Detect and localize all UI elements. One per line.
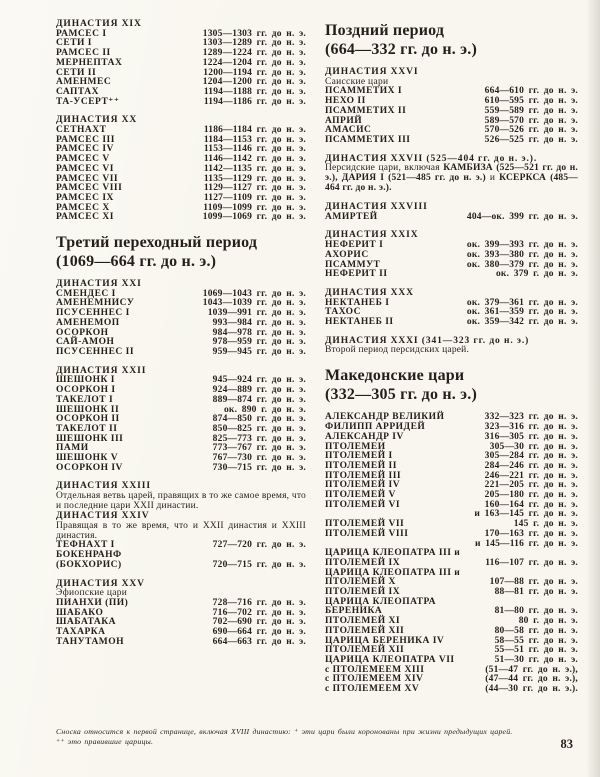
section-heading — [56, 234, 306, 271]
ruler-name: НЕФЕРИТ II — [325, 269, 388, 280]
left-column — [56, 20, 306, 695]
reign-dates: 305—284 гг. до н. э. — [484, 451, 578, 462]
ruler-name: ТАНУТАМОН — [56, 636, 125, 647]
reign-dates: 1200—1194 гг. до н. э. — [203, 67, 306, 78]
reign-dates: ок. 379 г. до н. э. — [495, 269, 578, 280]
ruler-name: ПТОЛЕМЕЙ XII — [325, 645, 405, 656]
dynasty-title: ДИНАСТИЯ XX — [56, 115, 138, 126]
section-heading-line: Поздний период — [325, 22, 445, 39]
note-segment: Правящая в то же время, что и XXII династия и XXIII династия. — [56, 520, 306, 541]
note-segment: КАМБИЗА (525—521 гг. до н. э.), ДАРИЯ I (521—485 гг. до н. э.) — [325, 163, 578, 184]
footnote-line-1: Сноска относится к первой странице, включая XVIII династию: ⁺ эти цари были коронованы при жизни предыдущих царей. — [56, 727, 513, 736]
ruler-name: ПТОЛЕМЕЙ X — [325, 577, 396, 588]
dynasty-title: ДИНАСТИЯ XXVIII — [325, 202, 428, 213]
ruler-name: РАМСЕС IX — [56, 192, 114, 203]
reign-dates: 1039—991 гг. до н. э. — [207, 308, 306, 319]
reign-dates: 323—316 гг. до н. э. — [484, 422, 578, 433]
reign-dates: 773—767 гг. до н. э. — [212, 443, 306, 454]
reign-dates: 332—323 гг. до н. э. — [484, 412, 578, 423]
reign-dates: 1153—1146 гг. до н. э. — [203, 144, 306, 155]
ruler-name: ПТОЛЕМЕИ — [325, 441, 386, 452]
reign-dates: и 163—145 гг. до н. э. — [474, 509, 578, 520]
ruler-name: ЦАРИЦА КЛЕОПАТРА III и — [325, 548, 461, 559]
reign-dates: 716—702 гг. до н. э. — [212, 607, 306, 618]
reign-dates: 1069—1043 гг. до н. э. — [202, 288, 306, 299]
ruler-name: РАМСЕС X — [56, 202, 110, 213]
entry-row — [56, 464, 306, 474]
ruler-name: ПАМИ — [56, 443, 89, 454]
reign-dates: ок. 359—342 гг. до н. э. — [466, 317, 578, 328]
ruler-name: ПСАММЕТИХ III — [325, 134, 411, 145]
ruler-name: ПТОЛЕМЕЙ IX — [325, 557, 401, 568]
reign-dates: 1142—1135 гг. до н. э. — [203, 163, 306, 174]
entry-row — [325, 270, 578, 280]
ruler-name: РАМСЕС IV — [56, 144, 114, 155]
ruler-name: НЕКТАНЕБ I — [325, 297, 390, 308]
ruler-name: ПТОЛЕМЕЙ VII — [325, 519, 405, 530]
ruler-name: ЦАРИЦА КЛЕОПАТРА III и — [325, 567, 461, 578]
dynasty-title: ДИНАСТИЯ XXVI — [325, 67, 419, 77]
ruler-name: РАМСЕС XI — [56, 212, 114, 223]
reign-dates: 589—570 гг. до н. э. — [484, 115, 578, 126]
ruler-name: СЕТИ I — [56, 38, 92, 49]
ruler-name: НЕКТАНЕБ II — [325, 317, 394, 328]
dynasty-block — [325, 155, 578, 194]
section-heading-line: (664—332 гг. до н. э.) — [325, 40, 478, 58]
entry-row — [325, 136, 578, 146]
ruler-name: СЕТИ II — [56, 67, 97, 78]
ruler-name: АЛЕКСАНДР IV — [325, 431, 404, 442]
ruler-name: ТА-УСЕРТ⁺⁺ — [56, 96, 120, 107]
reign-dates: (44—30 гг. до н. э.). — [485, 684, 578, 695]
entry-row — [56, 348, 306, 358]
ruler-name: ФИЛИПП АРРИДЕЙ — [325, 422, 426, 433]
entry-row — [325, 685, 578, 695]
reign-dates: 284—246 гг. до н. э. — [484, 460, 578, 471]
reign-dates: ок. 361—359 гг. до н. э. — [466, 307, 578, 318]
note-segment: Персидские цари, включая — [325, 163, 444, 174]
ruler-name: ОСОРКОН II — [56, 414, 120, 425]
section-heading-line: Третий переходный период — [56, 234, 258, 252]
reign-dates: 959—945 гг. до н. э. — [212, 346, 306, 357]
dynasty-title: ДИНАСТИЯ XXII — [56, 365, 147, 376]
reign-dates: 978—959 гг. до н. э. — [212, 337, 306, 348]
dynasty-title: ДИНАСТИЯ XXVII (525—404 гг. до н. э.). — [325, 153, 538, 164]
dynasty-subtitle: Саисские цари — [325, 76, 389, 87]
ruler-name: ПТОЛЕМЕЙ VI — [325, 499, 401, 510]
ruler-name: АМИРТЕЙ — [325, 211, 378, 222]
reign-dates: 664—610 гг. до н. э. — [484, 86, 578, 97]
ruler-name: РАМСЕС III — [56, 134, 115, 145]
footnote — [56, 727, 555, 746]
reign-dates: 664—663 гг. до н. э. — [212, 636, 306, 647]
dynasty-block — [56, 580, 306, 648]
ruler-name: ТАКЕЛОТ I — [56, 394, 114, 405]
reign-dates: 874—850 гг. до н. э. — [212, 414, 306, 425]
ruler-name: ПТОЛЕМЕЙ VIII — [325, 528, 409, 539]
reign-dates: 730—715 гг. до н. э. — [212, 462, 306, 473]
reign-dates: 145 г. до н. э. — [513, 519, 578, 530]
reign-dates: и 145—116 гг. до н. э. — [474, 538, 578, 549]
ruler-name: РАМСЕС VII — [56, 173, 119, 184]
section-heading — [325, 367, 578, 404]
reign-dates: 246—221 гг. до н. э. — [484, 470, 578, 481]
reign-dates: 88—81 гг. до н. э. — [494, 587, 578, 598]
reign-dates: 825—773 гг. до н. э. — [212, 433, 306, 444]
dynasty-block — [56, 367, 306, 474]
ruler-name: НЕХО II — [325, 96, 366, 107]
ruler-name: ТЕФНАХТ I — [56, 540, 115, 551]
ruler-name: АМЕНЕМОП — [56, 317, 120, 328]
reign-dates: 305—30 гг. до н. э. — [489, 441, 578, 452]
page-number: 83 — [560, 737, 573, 751]
dynasty-block — [325, 231, 578, 280]
reign-dates: 58—55 гг. до н. э. — [494, 635, 578, 646]
reign-dates: ок. 380—379 гг. до н. э. — [466, 259, 578, 270]
ruler-name: БОКЕНРАНФ — [56, 550, 122, 561]
dynasty-title: ДИНАСТИЯ XXI — [56, 279, 142, 290]
dynasty-note — [56, 522, 306, 542]
reign-dates: 170—163 гг. до н. э. — [484, 528, 578, 539]
ruler-name: ОСОРКОН IV — [56, 462, 123, 473]
dynasty-block — [56, 482, 306, 512]
ruler-name: ЦАРИЦА КЛЕОПАТРА — [325, 596, 436, 607]
ruler-name: ОСОРКОН — [56, 327, 109, 338]
reign-dates: 993—984 гг. до н. э. — [212, 317, 306, 328]
reign-dates: 80—58 гг. до н. э. — [494, 625, 578, 636]
ruler-name: ПСУСЕННЕС I — [56, 308, 130, 319]
reign-dates: 720—715 гг. до н. э. — [212, 559, 306, 570]
reign-dates: 850—825 гг. до н. э. — [212, 423, 306, 434]
reign-dates: 81—80 гг. до н. э. — [494, 606, 578, 617]
ruler-name: ПСАММУТ — [325, 259, 381, 270]
note-segment: Отдельная ветвь царей, правящих в то же самое время, что и последние цари XXII династии. — [56, 491, 306, 512]
reign-dates: 1289—1224 гг. до н. э. — [202, 48, 306, 59]
ruler-name: ПТОЛЕМЕЙ I — [325, 451, 393, 462]
reign-dates: 1194—1188 гг. до н. э. — [203, 86, 306, 97]
ruler-name: с ПТОЛЕМЕЕМ XV — [325, 684, 420, 695]
ruler-name: САЙ-АМОН — [56, 337, 115, 348]
reign-dates: 945—924 гг. до н. э. — [212, 375, 306, 386]
reign-dates: ок. 890 г. до н. э. — [223, 404, 306, 415]
ruler-name: АМЕНЕМНИСУ — [56, 298, 135, 309]
ruler-name: ОСОРКОН I — [56, 385, 116, 396]
ruler-name: ШЕШОНК I — [56, 375, 115, 386]
ruler-name: ПСАММЕТИХ II — [325, 105, 407, 116]
ruler-name: СМЕНДЕС I — [56, 288, 116, 299]
reign-dates: 1303—1289 гг. до н. э. — [202, 38, 306, 49]
ruler-name: ПТОЛЕМЕЙ IX — [325, 587, 401, 598]
reign-dates: ок. 379—361 гг. до н. э. — [466, 297, 578, 308]
ruler-name: ПТОЛЕМЕЙ V — [325, 490, 396, 501]
ruler-name: ЦАРИЦА КЛЕОПАТРА VII — [325, 654, 455, 665]
ruler-name: с ПТОЛЕМЕЕМ XIII — [325, 664, 425, 675]
ruler-name: (БОКХОРИС) — [56, 559, 122, 570]
ruler-name: ПТОЛЕМЕЙ XII — [325, 625, 405, 636]
section-heading — [325, 22, 578, 59]
reign-dates: 984—978 гг. до н. э. — [212, 327, 306, 338]
reign-dates: 404—ок. 399 гг. до н. э. — [466, 211, 578, 222]
dynasty-title: ДИНАСТИЯ XXIX — [325, 230, 419, 241]
ruler-name: ПИАНХИ (ПИ) — [56, 597, 129, 608]
entry-row — [56, 638, 306, 648]
dynasty-title: ДИНАСТИЯ XXV — [56, 578, 145, 589]
footnote-line-2: ⁺⁺ это правившие царицы. — [56, 736, 154, 746]
dynasty-title: ДИНАСТИЯ XXIII — [56, 481, 151, 492]
reign-dates: 205—180 гг. до н. э. — [484, 490, 578, 501]
reign-dates: 728—716 гг. до н. э. — [212, 597, 306, 608]
dynasty-note — [56, 492, 306, 512]
section-heading-line: (1069—664 гг. до н. э.) — [56, 252, 217, 270]
reign-dates: 55—51 гг. до н. э. — [494, 645, 578, 656]
dynasty-block — [325, 289, 578, 328]
reign-dates: 690—664 гг. до н. э. — [212, 627, 306, 638]
entry-row — [325, 213, 578, 223]
ruler-name: ШЕШОНК III — [56, 433, 124, 444]
reign-dates: ок. 393—380 гг. до н. э. — [466, 249, 578, 260]
reign-dates: 107—88 гг. до н. э. — [489, 577, 578, 588]
reign-dates: 559—589 гг. до н. э. — [484, 105, 578, 116]
reign-dates: 316—305 гг. до н. э. — [484, 431, 578, 442]
reign-dates: 116—107 гг. до н. э. — [485, 557, 578, 568]
dynasty-block — [56, 116, 306, 223]
dynasty-note — [325, 164, 578, 194]
reign-dates: 924—889 гг. до н. э. — [212, 385, 306, 396]
entry-row — [325, 318, 578, 328]
ruler-name: БЕРЕНИКА — [325, 606, 383, 617]
dynasty-title: ДИНАСТИЯ XIX — [56, 19, 142, 29]
ruler-name: ПТОЛЕМЕЙ III — [325, 470, 402, 481]
dynasty-note — [325, 346, 578, 356]
reign-dates: (51—47 гг. до н. э.), — [485, 664, 578, 675]
ruler-name: РАМСЕС II — [56, 48, 111, 59]
reign-dates: 1146—1142 гг. до н. э. — [203, 154, 306, 165]
reign-dates: 570—526 гг. до н. э. — [484, 125, 578, 136]
right-column — [325, 20, 578, 695]
ruler-name: МЕРНЕПТАХ — [56, 57, 123, 68]
ruler-name: с ПТОЛЕМЕЕМ XIV — [325, 674, 424, 685]
ruler-name: ТАКЕЛОТ II — [56, 423, 118, 434]
entry-row — [56, 561, 306, 571]
ruler-name: СЕТНАХТ — [56, 125, 107, 136]
reign-dates: 610—595 гг. до н. э. — [484, 96, 578, 107]
ruler-name: РАМСЕС V — [56, 154, 110, 165]
section-heading-line: Македонские цари — [325, 367, 465, 385]
reign-dates: 1043—1039 гг. до н. э. — [202, 298, 306, 309]
reign-dates: 1224—1204 гг. до н. э. — [202, 57, 306, 68]
ruler-name: РАМСЕС I — [56, 28, 107, 39]
reign-dates: 1194—1186 гг. до н. э. — [203, 96, 306, 107]
ruler-name: АЛЕКСАНДР ВЕЛИКИЙ — [325, 412, 445, 423]
ruler-name: САПТАХ — [56, 86, 99, 97]
dynasty-block — [325, 68, 578, 146]
ruler-name: ШАБАКО — [56, 607, 104, 618]
note-segment: Второй период персидских царей. — [325, 345, 470, 356]
dynasty-block — [56, 512, 306, 571]
note-segment: КСЕРКСА (485—464 гг. до н. э.). — [325, 173, 578, 194]
entry-row — [56, 213, 306, 223]
ruler-name: ЦАРИЦА БЕРЕНИКА IV — [325, 635, 445, 646]
dynasty-block — [56, 20, 306, 107]
ruler-name: АХОРИС — [325, 249, 369, 260]
reign-dates: 1186—1184 гг. до н. э. — [203, 125, 306, 136]
reign-dates: 51—30 гг. до н. э. — [494, 654, 578, 665]
reign-dates: 80 г. до н. э. — [518, 616, 578, 627]
ruler-name: ПСАММЕТИХ I — [325, 86, 403, 97]
ruler-name: ШЕШОНК V — [56, 453, 119, 464]
reign-dates: 1305—1303 гг. до н. э. — [202, 28, 306, 39]
section-heading-line: (332—305 гг. до н. э.) — [325, 385, 478, 403]
ruler-name: ШЕШОНК II — [56, 404, 120, 415]
ruler-name: НЕФЕРИТ I — [325, 240, 384, 251]
reign-dates: 1135—1129 гг. до н. э. — [203, 173, 306, 184]
ruler-name: РАМСЕС VI — [56, 163, 114, 174]
reign-dates: 1127—1109 гг. до н. э. — [203, 192, 306, 203]
ruler-name: РАМСЕС VIII — [56, 183, 123, 194]
entry-row — [56, 98, 306, 108]
dynasty-title: ДИНАСТИЯ XXXI (341—323 гг. до н. э.) — [325, 335, 530, 346]
dynasty-title: ДИНАСТИЯ XXX — [325, 287, 414, 298]
reign-dates: 727—720 гг. до н. э. — [212, 540, 306, 551]
reign-dates: 526—525 гг. до н. э. — [484, 134, 578, 145]
reign-dates: 160—164 гг. до н. э. — [484, 499, 578, 510]
reign-dates: 767—730 гг. до н. э. — [212, 453, 306, 464]
reign-dates: 1184—1153 гг. до н. э. — [203, 134, 306, 145]
reign-dates: (47—44 гг. до н. э.), — [485, 674, 578, 685]
ruler-name: ТАХОС — [325, 307, 361, 318]
dynasty-title: ДИНАСТИЯ XXIV — [56, 510, 150, 521]
reign-dates: 1129—1127 гг. до н. э. — [203, 183, 306, 194]
ruler-name: АМЕНМЕС — [56, 77, 112, 88]
reign-dates: 221—205 гг. до н. э. — [484, 480, 578, 491]
ruler-name: ПСУСЕННЕС II — [56, 346, 135, 357]
reign-dates: 1204—1200 гг. до н. э. — [202, 77, 306, 88]
reign-dates: 702—690 гг. до н. э. — [212, 617, 306, 628]
dynasty-subtitle: Эфиопские цари — [56, 588, 128, 599]
dynasty-block — [325, 337, 578, 357]
ruler-name: ШАБАТАКА — [56, 617, 116, 628]
reign-dates: ок. 399—393 гг. до н. э. — [466, 240, 578, 251]
reign-dates: 889—874 гг. до н. э. — [212, 394, 306, 405]
ruler-name: ТАХАРКА — [56, 627, 106, 638]
dynasty-block — [325, 203, 578, 222]
ruler-name: АМАСИС — [325, 125, 372, 136]
ruler-name: ПТОЛЕМЕЙ IV — [325, 480, 401, 491]
dynasty-block — [325, 413, 578, 694]
reign-dates: 1109—1099 гг. до н. э. — [203, 202, 306, 213]
ruler-name: ПТОЛЕМЕЙ XI — [325, 616, 401, 627]
reign-dates: 1099—1069 гг. до н. э. — [202, 212, 306, 223]
ruler-name: ПТОЛЕМЕЙ II — [325, 460, 397, 471]
note-segment: и — [485, 173, 500, 184]
dynasty-block — [56, 280, 306, 358]
ruler-name: АПРИЙ — [325, 115, 363, 126]
